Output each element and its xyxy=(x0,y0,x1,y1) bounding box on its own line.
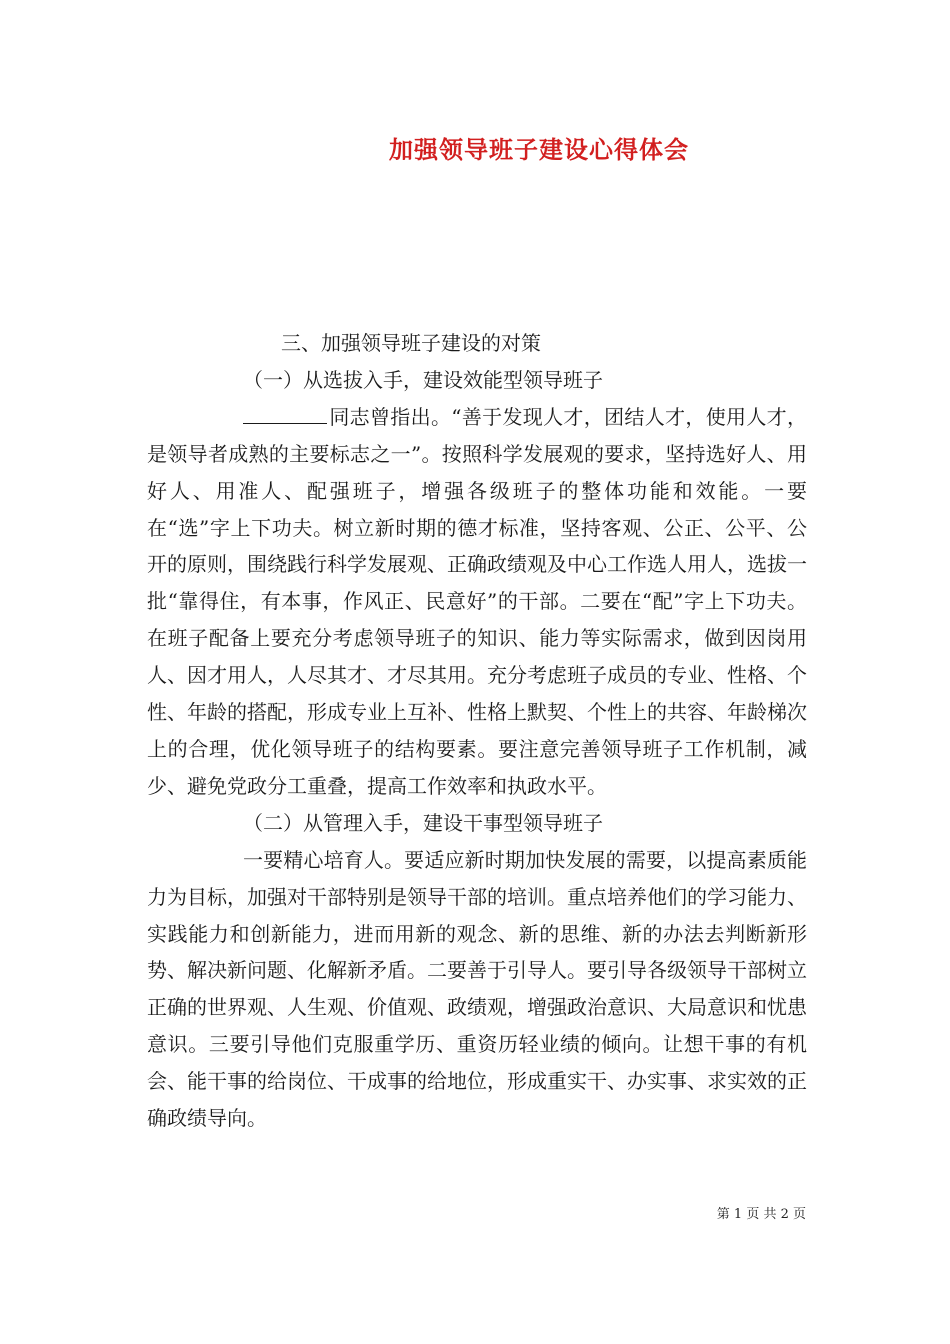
paragraph-1-text: 同志曾指出。“善于发现人才，团结人才，使用人才，是领导者成熟的主要标志之一”。按照科学发展观的要求，坚持选好人、用好人、用准人、配强班子，增强各级班子的整体功能和效能。一要在“选”字上下功夫。树立新时期的德才标准，坚持客观、公正、公平、公开的原则，围绕践行科学发展观、正确政绩观及中心工作选人用人，选拔一批“靠得住，有本事，作风正、民意好”的干部。二要在“配”字上下功夫。在班子配备上要充分考虑领导班子的知识、能力等实际需求，做到因岗用人、因才用人，人尽其才、才尽其用。充分考虑班子成员的专业、性格、个性、年龄的搭配，形成专业上互补、性格上默契、个性上的共容、年龄梯次上的合理，优化领导班子的结构要素。要注意完善领导班子工作机制，减少、避免党政分工重叠，提高工作效率和执政水平。 xyxy=(147,404,807,798)
page-footer: 第 1 页 共 2 页 xyxy=(716,1207,806,1222)
sub-heading-1: （一）从选拔入手，建设效能型领导班子 xyxy=(243,367,603,392)
sub-heading-2: （二）从管理入手，建设干事型领导班子 xyxy=(243,810,603,835)
document-body xyxy=(147,325,807,1137)
section-heading: 三、加强领导班子建设的对策 xyxy=(281,331,541,355)
paragraph-2: 一要精心培育人。要适应新时期加快发展的需要，以提高素质能力为目标，加强对干部特别是领导干部的培训。重点培养他们的学习能力、实践能力和创新能力，进而用新的观念、新的思维、新的办法去判断新形势、解决新问题、化解新矛盾。二要善于引导人。要引导各级领导干部树立正确的世界观、人生观、价值观、政绩观，增强政治意识、大局意识和忧患意识。三要引导他们克服重学历、重资历轻业绩的倾向。让想干事的有机会、能干事的给岗位、干成事的给地位，形成重实干、办实事、求实效的正确政绩导向。 xyxy=(147,847,807,1131)
document-title: 加强领导班子建设心得体会 xyxy=(389,135,689,164)
name-blank xyxy=(243,405,327,424)
paragraph-1 xyxy=(147,399,807,805)
